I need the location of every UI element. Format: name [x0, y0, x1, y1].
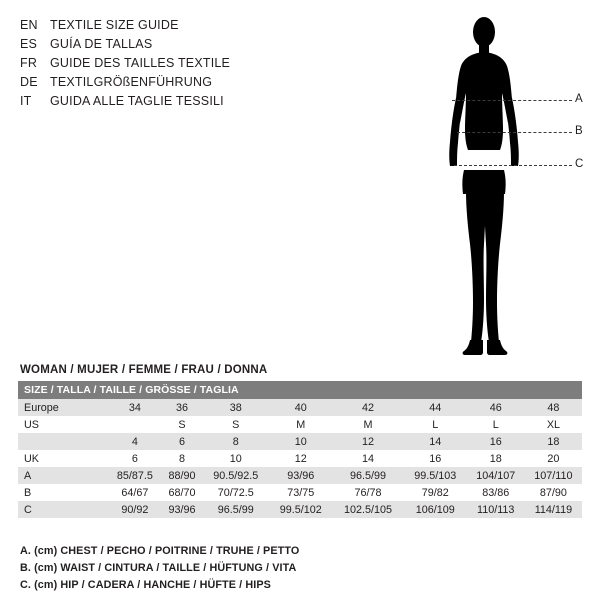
- language-title: TEXTILGRÖßENFÜHRUNG: [50, 75, 213, 89]
- measure-line-b: [457, 132, 572, 133]
- cell: L: [467, 416, 525, 433]
- measurement-notes: [20, 543, 299, 594]
- table-row: [18, 484, 582, 501]
- cell: 85/87.5: [108, 467, 162, 484]
- row-label: UK: [18, 450, 108, 467]
- cell: 106/109: [404, 501, 467, 518]
- note-waist: B. (cm) WAIST / CINTURA / TAILLE / HÜFTUNG / VITA: [20, 562, 297, 574]
- cell: 14: [332, 450, 404, 467]
- cell: 64/67: [108, 484, 162, 501]
- cell: 6: [162, 433, 202, 450]
- cell: 70/72.5: [202, 484, 269, 501]
- cell: 36: [162, 399, 202, 416]
- cell: 18: [467, 450, 525, 467]
- language-code: DE: [20, 75, 38, 89]
- table-header-label: SIZE / TALLA / TAILLE / GRÖSSE / TAGLIA: [18, 381, 582, 399]
- cell: 14: [404, 433, 467, 450]
- note-chest: A. (cm) CHEST / PECHO / POITRINE / TRUHE / PETTO: [20, 545, 300, 557]
- language-title: GUÍA DE TALLAS: [50, 37, 153, 51]
- row-label: [18, 433, 108, 450]
- language-title-list: [20, 16, 320, 111]
- language-row: [20, 35, 320, 54]
- cell: 10: [202, 450, 269, 467]
- section-title: WOMAN / MUJER / FEMME / FRAU / DONNA: [20, 364, 268, 376]
- cell: 107/110: [525, 467, 582, 484]
- language-title: TEXTILE SIZE GUIDE: [50, 18, 179, 32]
- cell: 42: [332, 399, 404, 416]
- row-label: A: [18, 467, 108, 484]
- cell: 46: [467, 399, 525, 416]
- cell: 90.5/92.5: [202, 467, 269, 484]
- cell: 6: [108, 450, 162, 467]
- table-row: [18, 501, 582, 518]
- language-row: [20, 92, 320, 111]
- cell: 48: [525, 399, 582, 416]
- cell: 16: [404, 450, 467, 467]
- cell: 96.5/99: [332, 467, 404, 484]
- cell: 12: [332, 433, 404, 450]
- table-row: [18, 433, 582, 450]
- cell: 16: [467, 433, 525, 450]
- language-code: ES: [20, 37, 38, 51]
- table-row: [18, 467, 582, 484]
- cell: 96.5/99: [202, 501, 269, 518]
- table-row: [18, 399, 582, 416]
- cell: 12: [269, 450, 332, 467]
- row-label: US: [18, 416, 108, 433]
- cell: 44: [404, 399, 467, 416]
- language-code: EN: [20, 18, 38, 32]
- cell: 20: [525, 450, 582, 467]
- cell: 90/92: [108, 501, 162, 518]
- language-code: IT: [20, 94, 32, 108]
- cell: 83/86: [467, 484, 525, 501]
- cell: 99.5/103: [404, 467, 467, 484]
- cell: 79/82: [404, 484, 467, 501]
- table-row: [18, 450, 582, 467]
- measure-line-c: [454, 165, 572, 166]
- measure-label-a: A: [575, 93, 583, 105]
- table-row: [18, 416, 582, 433]
- cell: 102.5/105: [332, 501, 404, 518]
- cell: 18: [525, 433, 582, 450]
- language-code: FR: [20, 56, 38, 70]
- cell: XL: [525, 416, 582, 433]
- row-label: C: [18, 501, 108, 518]
- cell: M: [269, 416, 332, 433]
- language-title: GUIDE DES TAILLES TEXTILE: [50, 56, 231, 70]
- language-row: [20, 16, 320, 35]
- size-table: [18, 381, 582, 518]
- table-header-row: [18, 381, 582, 399]
- cell: 38: [202, 399, 269, 416]
- cell: 110/113: [467, 501, 525, 518]
- female-body-figure: [420, 10, 590, 370]
- female-silhouette-icon: [420, 10, 590, 370]
- cell: L: [404, 416, 467, 433]
- cell: 87/90: [525, 484, 582, 501]
- cell: 88/90: [162, 467, 202, 484]
- cell: 73/75: [269, 484, 332, 501]
- cell: S: [162, 416, 202, 433]
- cell: [108, 416, 162, 433]
- cell: 93/96: [162, 501, 202, 518]
- note-hip: C. (cm) HIP / CADERA / HANCHE / HÜFTE / HIPS: [20, 579, 271, 591]
- cell: 76/78: [332, 484, 404, 501]
- cell: 93/96: [269, 467, 332, 484]
- row-label: B: [18, 484, 108, 501]
- measure-line-a: [452, 100, 572, 101]
- language-row: [20, 73, 320, 92]
- cell: 34: [108, 399, 162, 416]
- cell: 10: [269, 433, 332, 450]
- cell: 68/70: [162, 484, 202, 501]
- measure-label-c: C: [575, 158, 584, 170]
- cell: 99.5/102: [269, 501, 332, 518]
- cell: S: [202, 416, 269, 433]
- row-label: Europe: [18, 399, 108, 416]
- cell: 8: [202, 433, 269, 450]
- cell: 8: [162, 450, 202, 467]
- cell: M: [332, 416, 404, 433]
- language-title: GUIDA ALLE TAGLIE TESSILI: [50, 94, 224, 108]
- measure-label-b: B: [575, 125, 583, 137]
- language-row: [20, 54, 320, 73]
- cell: 104/107: [467, 467, 525, 484]
- cell: 40: [269, 399, 332, 416]
- cell: 114/119: [525, 501, 582, 518]
- cell: 4: [108, 433, 162, 450]
